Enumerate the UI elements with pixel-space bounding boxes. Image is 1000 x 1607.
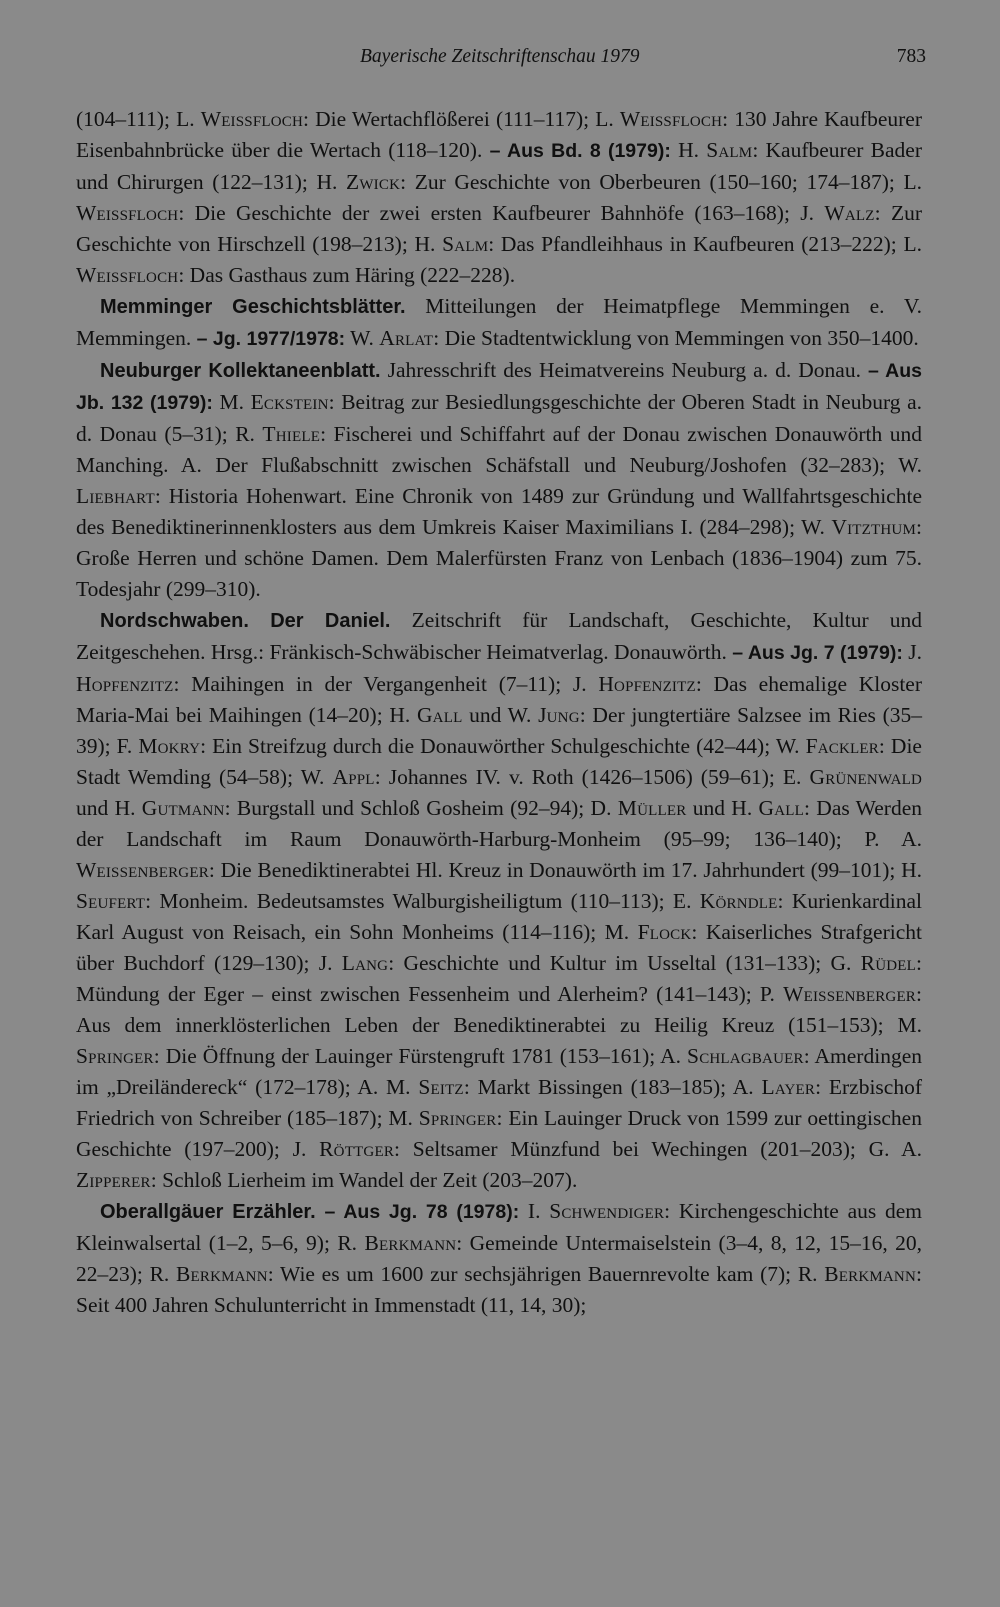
author-surname: Zipperer	[76, 1168, 151, 1192]
issue-reference: – Jg. 1977/1978:	[196, 328, 346, 350]
bibliography-entry	[76, 605, 922, 1196]
entry-text: W.	[345, 326, 380, 350]
entry-text: : Wie es um 1600 zur sechsjährigen Bauernrevolte kam (7); R.	[267, 1262, 825, 1286]
entry-text: : Kaiserliches Strafgericht über Buchdorf (129–130); J.	[76, 920, 922, 975]
author-surname: Thiele	[262, 422, 321, 446]
entry-text: : 130 Jahre Kaufbeurer Eisenbahnbrücke über die Wertach (118–120).	[76, 107, 922, 162]
entry-text: : Die Wertachflößerei (111–117); L.	[303, 107, 620, 131]
author-surname: Müller	[617, 796, 687, 820]
entry-text: : Das ehemalige Kloster Maria-Mai bei Maihingen (14–20); H.	[76, 672, 922, 727]
author-surname: Appl	[332, 765, 375, 789]
author-surname: Röttger	[319, 1137, 395, 1161]
author-surname: Layer	[761, 1075, 816, 1099]
entry-text: : Die Benediktinerabtei Hl. Kreuz in Donauwörth im 17. Jahrhundert (99–101); H.	[208, 858, 922, 882]
entry-text: : Schloß Lierheim im Wandel der Zeit (203–207).	[150, 1168, 578, 1192]
author-surname: Seitz	[418, 1075, 464, 1099]
entry-text: : Mündung der Eger – einst zwischen Fessenheim und Alerheim? (141–143); P.	[76, 951, 922, 1006]
entry-text: H.	[670, 138, 707, 162]
author-surname: Schwendiger	[549, 1199, 665, 1223]
author-surname: Hopfenzitz	[76, 672, 174, 696]
entry-text: : Monheim. Bedeutsamstes Walburgisheiligtum (110–113); E.	[145, 889, 700, 913]
bibliography-entry	[76, 355, 922, 605]
entry-text: J.	[902, 640, 922, 664]
entry-text: : Burgstall und Schloß Gosheim (92–94); D.	[224, 796, 618, 820]
author-surname: Fackler	[805, 734, 879, 758]
author-surname: Gutmann	[141, 796, 225, 820]
bibliography-entry	[76, 1196, 922, 1321]
author-surname: Rüdel	[860, 951, 917, 975]
author-surname: Weissfloch	[619, 107, 723, 131]
author-surname: Gall	[758, 796, 805, 820]
author-surname: Berkmann	[175, 1262, 268, 1286]
author-surname: Zwick	[345, 170, 401, 194]
bibliography-body	[76, 104, 922, 1321]
author-surname: Springer	[76, 1044, 154, 1068]
author-surname: Hopfenzitz	[598, 672, 696, 696]
entry-text: : Das Pfandleihhaus in Kaufbeuren (213–222); L.	[488, 232, 922, 256]
author-surname: Jung	[538, 703, 580, 727]
author-surname: Eckstein	[250, 390, 329, 414]
issue-reference: – Aus Jb. 132 (1979):	[76, 360, 922, 414]
entry-text: : Die Stadtentwicklung von Memmingen von 350–1400.	[433, 326, 919, 350]
entry-text: Jahresschrift des Heimatvereins Neuburg a. d. Donau.	[380, 358, 868, 382]
entry-text: : Kaufbeurer Bader und Chirurgen (122–131); H.	[76, 138, 922, 194]
entry-text: : Die Geschichte der zwei ersten Kaufbeurer Bahnhöfe (163–168); J.	[178, 201, 825, 225]
entry-text: : Geschichte und Kultur im Usseltal (131–133); G.	[388, 951, 861, 975]
entry-text: : Seit 400 Jahren Schulunterricht in Immenstadt (11, 14, 30);	[76, 1262, 922, 1317]
entry-text: : Das Werden der Landschaft im Raum Donauwörth-Harburg-Monheim (95–99; 136–140); P. A.	[76, 796, 922, 851]
entry-text: : Das Gasthaus zum Häring (222–228).	[178, 263, 516, 287]
author-surname: Schlagbauer	[687, 1044, 804, 1068]
entry-text: : Maihingen in der Vergangenheit (7–11); J.	[173, 672, 599, 696]
entry-text: M.	[212, 390, 251, 414]
journal-title: Nordschwaben. Der Daniel.	[100, 610, 391, 632]
author-surname: Weissenberger	[76, 858, 209, 882]
entry-text: : Kurienkardinal Karl August von Reisach, ein Sohn Monheims (114–116); M.	[76, 889, 922, 944]
entry-text: Mitteilungen der Heimatpflege Memmingen e. V. Memmingen.	[76, 294, 922, 350]
entry-text: : Erzbischof Friedrich von Schreiber (185–187); M.	[76, 1075, 922, 1130]
entry-text: : Amerdingen im „Dreiländereck“ (172–178); A. M.	[76, 1044, 922, 1099]
author-surname: Flock	[637, 920, 692, 944]
journal-title: Neuburger Kollektaneenblatt.	[100, 360, 381, 382]
author-surname: Arlat	[379, 326, 434, 350]
author-surname: Weissenberger	[783, 982, 917, 1006]
entry-text: : Seltsamer Münzfund bei Wechingen (201–203); G. A.	[394, 1137, 922, 1161]
author-surname: Körndle	[699, 889, 778, 913]
entry-text: : Johannes IV. v. Roth (1426–1506) (59–61); E.	[374, 765, 810, 789]
entry-text: : Der jungtertiäre Salzsee im Ries (35–39); F.	[76, 703, 922, 758]
author-surname: Berkmann	[824, 1262, 916, 1286]
entry-text: : Zur Geschichte von Oberbeuren (150–160; 174–187); L.	[400, 170, 923, 194]
issue-reference: – Aus Jg. 78 (1978):	[315, 1201, 520, 1223]
author-surname: Liebhart	[76, 484, 155, 508]
issue-reference: – Aus Bd. 8 (1979):	[489, 140, 671, 162]
entry-text: : Die Stadt Wemding (54–58); W.	[76, 734, 922, 789]
entry-text: : Aus dem innerklösterlichen Leben der Benediktinerabtei zu Heilig Kreuz (151–153); M.	[76, 982, 922, 1037]
entry-text: I.	[519, 1199, 550, 1223]
entry-text: Zeitschrift für Landschaft, Geschichte, Kultur und Zeitgeschehen. Hrsg.: Fränkisch-Schwäbischer Heimatverlag. Donauwörth.	[76, 608, 922, 664]
author-surname: Vitzthum	[831, 515, 917, 539]
issue-reference: – Aus Jg. 7 (1979):	[732, 642, 903, 664]
running-title: Bayerische Zeitschriftenschau 1979	[360, 46, 640, 67]
entry-text: und W.	[462, 703, 539, 727]
author-surname: Weissfloch	[200, 107, 304, 131]
entry-text: und H.	[76, 796, 142, 820]
entry-text: : Historia Hohenwart. Eine Chronik von 1489 zur Gründung und Wallfahrtsgeschichte des Benediktinerinnenklosters aus dem Umkreis Kaiser Maximilians I. (284–298); W.	[76, 484, 922, 539]
author-surname: Lang	[341, 951, 389, 975]
entry-text: : Kirchengeschichte aus dem Kleinwalsertal (1–2, 5–6, 9); R.	[76, 1199, 922, 1255]
author-surname: Weissfloch	[76, 201, 179, 225]
bibliography-entry	[76, 104, 922, 291]
entry-text: (104–111); L.	[76, 107, 201, 131]
author-surname: Salm	[706, 138, 753, 162]
entry-text: : Ein Streifzug durch die Donauwörther Schulgeschichte (42–44); W.	[200, 734, 806, 758]
author-surname: Salm	[442, 232, 489, 256]
entry-text: : Große Herren und schöne Damen. Dem Malerfürsten Franz von Lenbach (1836–1904) zum 75. Todesjahr (299–310).	[76, 515, 922, 601]
author-surname: Mokry	[138, 734, 201, 758]
entry-text: : Gemeinde Untermaiselstein (3–4, 8, 12, 15–16, 20, 22–23); R.	[76, 1231, 922, 1286]
journal-title: Memminger Geschichtsblätter.	[100, 296, 406, 318]
entry-text: und H.	[686, 796, 759, 820]
author-surname: Seufert	[76, 889, 146, 913]
journal-title: Oberallgäuer Erzähler.	[100, 1201, 316, 1223]
running-head	[0, 40, 976, 76]
author-surname: Springer	[418, 1106, 497, 1130]
entry-text: : Die Öffnung der Lauinger Fürstengruft 1781 (153–161); A.	[153, 1044, 688, 1068]
entry-text: : Zur Geschichte von Hirschzell (198–213); H.	[76, 201, 922, 256]
entry-text: : Beitrag zur Besiedlungsgeschichte der Oberen Stadt in Neuburg a. d. Donau (5–31); R.	[76, 390, 923, 446]
bibliography-entry	[76, 291, 922, 355]
author-surname: Berkmann	[364, 1231, 457, 1255]
author-surname: Gall	[416, 703, 463, 727]
author-surname: Walz	[824, 201, 875, 225]
page-number: 783	[896, 46, 926, 67]
entry-text: : Fischerei und Schiffahrt auf der Donau zwischen Donauwörth und Manching. A. Der Flußabschnitt zwischen Schäfstall und Neuburg/Joshofen (32–283); W.	[76, 422, 923, 477]
author-surname: Weissfloch	[76, 263, 179, 287]
entry-text: : Markt Bissingen (183–185); A.	[463, 1075, 762, 1099]
author-surname: Grünenwald	[809, 765, 923, 789]
entry-text: : Ein Lauinger Druck von 1599 zur oettingischen Geschichte (197–200); J.	[76, 1106, 922, 1161]
